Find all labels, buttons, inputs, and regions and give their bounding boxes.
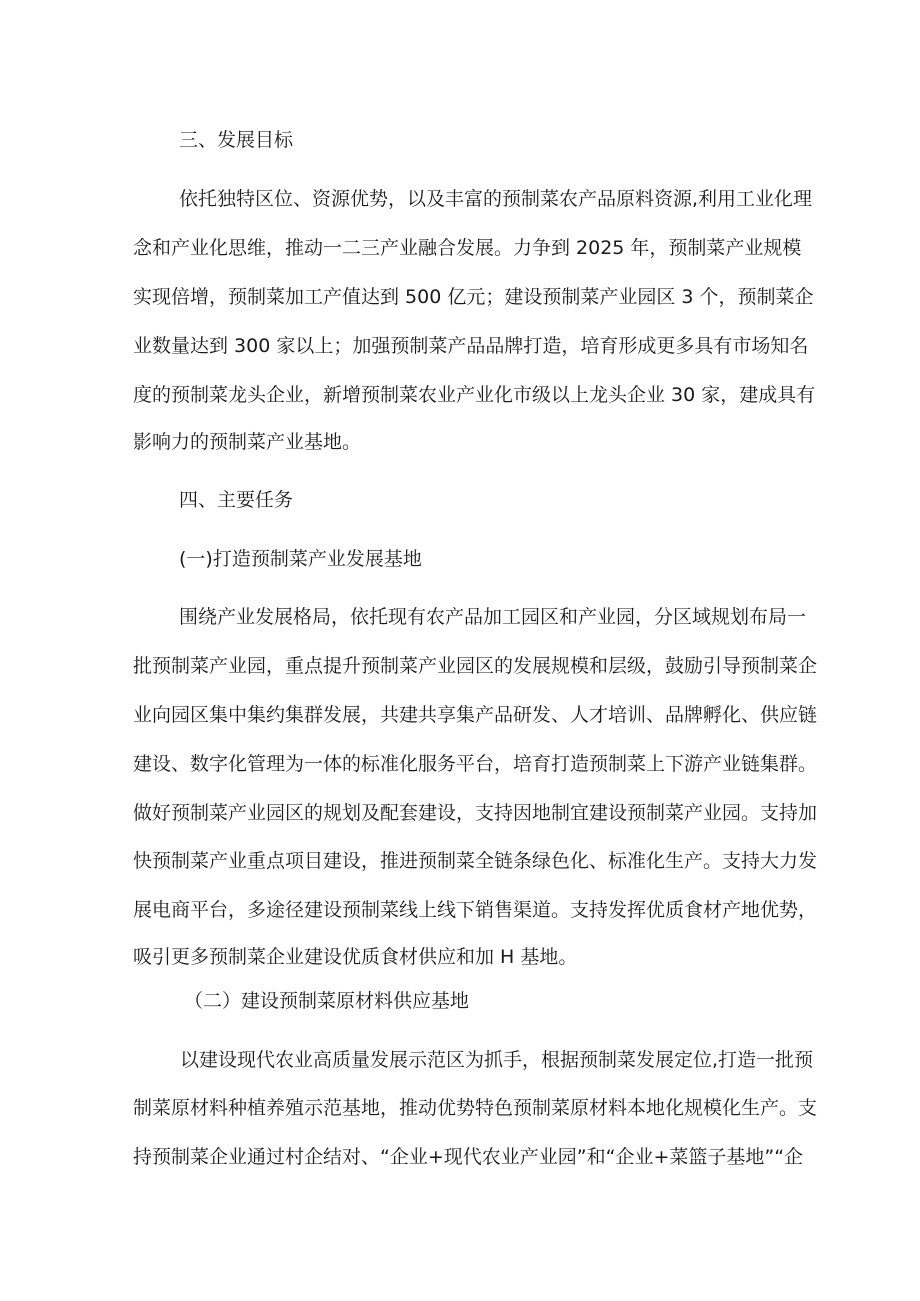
paragraph-line: 影响力的预制菜产业基地。 xyxy=(133,431,362,453)
paragraph-line: 以建设现代农业高质量发展示范区为抓手，根据预制菜发展定位,打造一批预 xyxy=(180,1049,814,1071)
paragraph-line: 实现倍增，预制菜加工产值达到 500 亿元；建设预制菜产业园区 3 个，预制菜企 xyxy=(133,286,814,308)
paragraph-line: 吸引更多预制菜企业建设优质食材供应和加 H 基地。 xyxy=(133,946,578,968)
section-heading: 四、主要任务 xyxy=(179,489,294,511)
paragraph-line: 围绕产业发展格局，依托现有农产品加工园区和产业园，分区域规划布局一 xyxy=(179,606,807,628)
subsection-heading: （二）建设预制菜原材料供应基地 xyxy=(184,990,470,1012)
paragraph-line: 依托独特区位、资源优势，以及丰富的预制菜农产品原料资源,利用工业化理 xyxy=(179,188,813,210)
paragraph-line: 做好预制菜产业园区的规划及配套建设，支持因地制宜建设预制菜产业园。支持加 xyxy=(133,802,818,824)
subsection-heading: (一)打造预制菜产业发展基地 xyxy=(179,548,422,570)
paragraph-line: 持预制菜企业通过村企结对、“企业+现代农业产业园”和“企业+菜篮子基地”“企 xyxy=(133,1146,804,1168)
paragraph-line: 度的预制菜龙头企业，新增预制菜农业产业化市级以上龙头企业 30 家，建成具有 xyxy=(133,384,816,406)
section-heading: 三、发展目标 xyxy=(179,129,294,151)
paragraph-line: 制菜原材料种植养殖示范基地，推动优势特色预制菜原材料本地化规模化生产。支 xyxy=(133,1097,818,1119)
paragraph-line: 建设、数字化管理为一体的标准化服务平台，培育打造预制菜上下游产业链集群。 xyxy=(133,753,818,775)
paragraph-line: 快预制菜产业重点项目建设，推进预制菜全链条绿色化、标准化生产。支持大力发 xyxy=(133,850,818,872)
paragraph-line: 念和产业化思维，推动一二三产业融合发展。力争到 2025 年，预制菜产业规模 xyxy=(133,237,802,259)
paragraph-line: 业数量达到 300 家以上；加强预制菜产品品牌打造，培育形成更多具有市场知名 xyxy=(133,335,809,357)
paragraph-line: 展电商平台，多途径建设预制菜线上线下销售渠道。支持发挥优质食材产地优势， xyxy=(133,899,818,921)
paragraph-line: 业向园区集中集约集群发展，共建共享集产品研发、人才培训、品牌孵化、供应链 xyxy=(133,704,818,726)
paragraph-line: 批预制菜产业园，重点提升预制菜产业园区的发展规模和层级，鼓励引导预制菜企 xyxy=(133,655,818,677)
